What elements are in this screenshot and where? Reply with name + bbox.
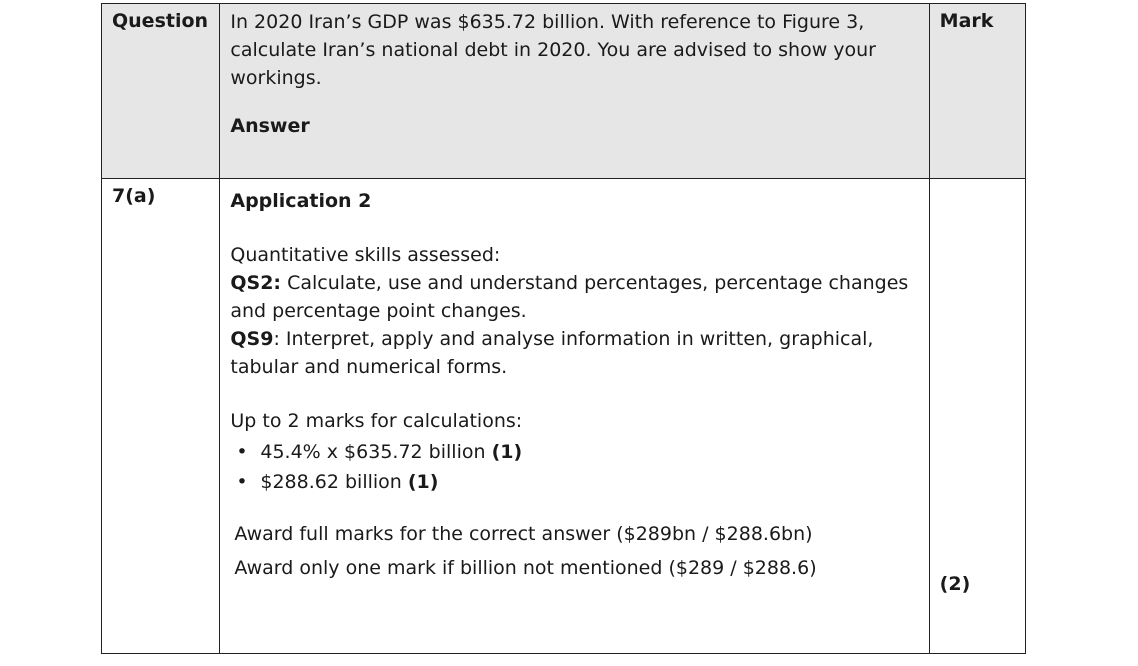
mark-header: Mark — [939, 10, 994, 32]
award-full-marks: Award full marks for the correct answer ($289bn / $288.6bn) — [234, 523, 813, 545]
qs2-line — [230, 269, 918, 325]
list-item — [236, 467, 918, 497]
mark-cell — [929, 179, 1025, 654]
award-one-mark: Award only one mark if billion not mentioned ($289 / $288.6) — [234, 557, 817, 579]
question-header: Question — [112, 10, 209, 32]
calculation-list — [230, 437, 918, 497]
question-header-cell — [102, 4, 220, 179]
qs9-code: QS9 — [230, 328, 274, 350]
header-row — [102, 4, 1026, 179]
question-text: In 2020 Iran’s GDP was $635.72 billion. With reference to Figure 3, calculate Iran’s national debt in 2020. You are advised to show your workings. — [230, 11, 876, 89]
question-number: 7(a) — [112, 185, 156, 207]
mark-value: (2) — [939, 573, 971, 595]
mark-header-cell — [929, 4, 1025, 179]
bullet-icon: • — [236, 471, 248, 493]
bullet-icon: • — [236, 441, 248, 463]
calculation-intro: Up to 2 marks for calculations: — [230, 410, 523, 432]
question-text-cell — [220, 4, 929, 179]
skills-intro: Quantitative skills assessed: — [230, 244, 501, 266]
bullet-mark: (1) — [407, 471, 439, 493]
qs9-text: : Interpret, apply and analyse information in written, graphical, tabular and numerical forms. — [230, 328, 874, 378]
answer-cell — [220, 179, 929, 654]
bullet-text: $288.62 billion — [260, 471, 408, 493]
qs2-text: Calculate, use and understand percentages, percentage changes and percentage point changes. — [230, 272, 909, 322]
qs2-code: QS2: — [230, 272, 282, 294]
answer-header: Answer — [230, 115, 310, 137]
qs9-line — [230, 325, 918, 381]
application-heading: Application 2 — [230, 190, 372, 212]
answer-row — [102, 179, 1026, 654]
bullet-text: 45.4% x $635.72 billion — [260, 441, 492, 463]
list-item — [236, 437, 918, 467]
mark-scheme-table — [101, 3, 1026, 654]
question-number-cell — [102, 179, 220, 654]
bullet-mark: (1) — [491, 441, 523, 463]
